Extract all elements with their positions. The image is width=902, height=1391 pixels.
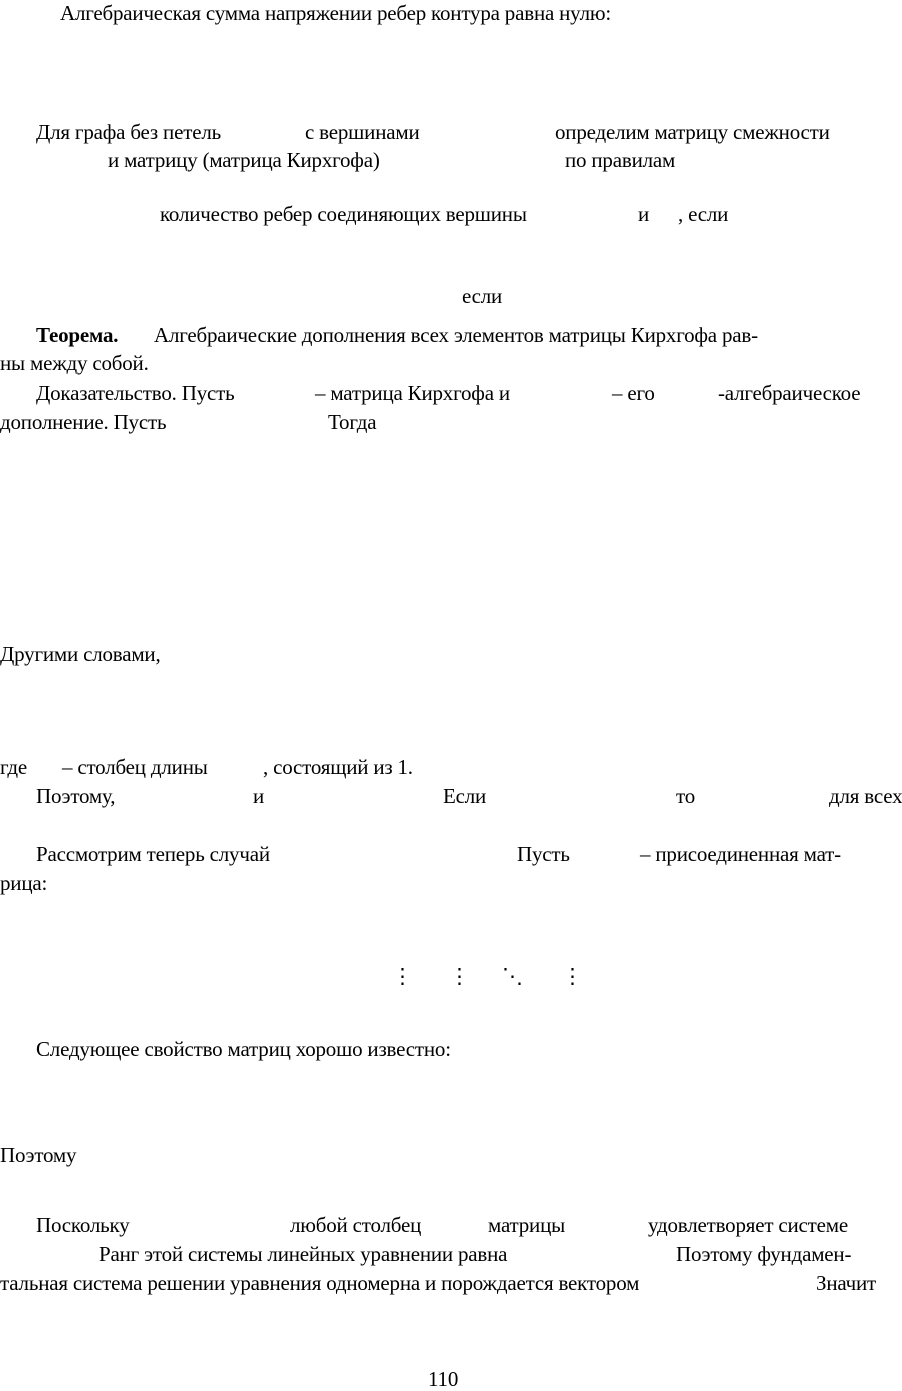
text-line: любой столбец [290, 1213, 422, 1237]
text-line: по правилам [565, 148, 676, 172]
text-line: , если [678, 202, 729, 226]
text-line: Поэтому, [36, 784, 116, 808]
text-line: Следующее свойство матриц хорошо известно: [36, 1037, 451, 1061]
text-line: тальная система решении уравнения одномерна и порождается вектором [0, 1271, 640, 1295]
text-line: Ранг этой системы линейных уравнении равна [99, 1242, 508, 1266]
page-number: 110 [428, 1367, 459, 1391]
text-line: Тогда [328, 410, 377, 434]
matrix-ddots: ⋱ [502, 964, 523, 988]
text-line: Доказательство. Пусть [36, 381, 235, 405]
text-line: для всех [829, 784, 902, 808]
text-line: Если [443, 784, 487, 808]
text-line: – матрица Кирхгофа и [315, 381, 510, 405]
text-line: и [253, 784, 265, 808]
text-line: и [638, 202, 650, 226]
text-line: -алгебраическое [718, 381, 861, 405]
text-line: дополнение. Пусть [0, 410, 167, 434]
text-line: и матрицу (матрица Кирхгофа) [108, 148, 380, 172]
text-line: – его [612, 381, 655, 405]
matrix-vdots: ⋮ [449, 964, 470, 988]
text-line: – присоединенная мат- [640, 842, 841, 866]
matrix-vdots: ⋮ [562, 964, 583, 988]
text-line: определим матрицу смежности [555, 120, 830, 144]
text-line: ны между собой. [0, 351, 149, 375]
text-line: рица: [0, 871, 48, 895]
text-line: матрицы [488, 1213, 566, 1237]
text-line: Поскольку [36, 1213, 130, 1237]
text-line: удовлетворяет системе [648, 1213, 848, 1237]
text-line: Значит [816, 1271, 877, 1295]
text-line: Для графа без петель [36, 120, 221, 144]
text-line: Алгебраическая сумма напряжении ребер контура равна нулю: [60, 1, 611, 25]
text-line: Рассмотрим теперь случай [36, 842, 270, 866]
text-line: если [462, 284, 503, 308]
text-line: , состоящий из 1. [263, 755, 413, 779]
text-line: Другими словами, [0, 642, 161, 666]
text-line: где [0, 755, 27, 779]
text-line: Пусть [517, 842, 570, 866]
text-line: – столбец длины [62, 755, 208, 779]
matrix-vdots: ⋮ [392, 964, 413, 988]
text-line: с вершинами [305, 120, 420, 144]
text-line: количество ребер соединяющих вершины [160, 202, 527, 226]
theorem-label: Теорема. [36, 323, 119, 347]
text-line: Поэтому фундамен- [676, 1242, 852, 1266]
text-line: Алгебраические дополнения всех элементов матрицы Кирхгофа рав- [154, 323, 758, 347]
text-line: Поэтому [0, 1143, 77, 1167]
text-line: то [676, 784, 696, 808]
